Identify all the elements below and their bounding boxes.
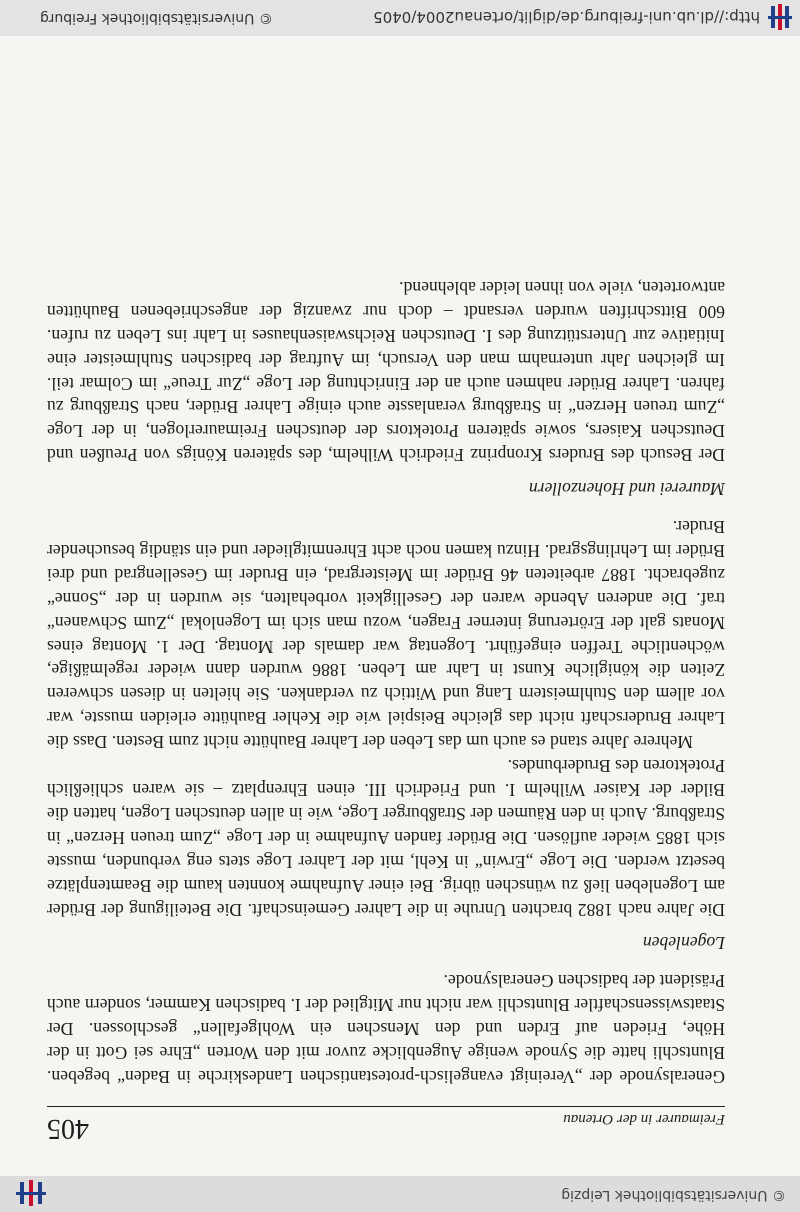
- running-title: Freimaurer in der Ortenau: [563, 1111, 725, 1127]
- section-heading: Maurerei und Hohenzollern: [528, 479, 725, 500]
- library-logo-icon: [16, 1180, 46, 1206]
- library-logo-icon: [768, 4, 792, 30]
- page-number: 405: [47, 1113, 89, 1144]
- page-body: [47, 275, 725, 1088]
- paragraph: Der Besuch des Bruders Kronprinz Friedrich Wilhelm, des späteren Königs von Preußen und Deutschen Kaisers, sowie späteren Protektors der deutschen Freimaurerlogen, in der Loge „Zum treuen Herzen“ in Straßburg veranlasste auch einige Lahrer Brüder, nach Straßburg zu fahren. Lahrer Brüder nahmen auch an der Einrichtung der Loge „Zur Treue“ im Colmar teil. Im gleichen Jahr unternahm man den Versuch, im Auftrag der badischen Stuhlmeister eine Initiative zur Unterstützung des I. Deutschen Reichswaisenhauses in Lahr ins Leben zu rufen. 600 Bittschriften wurden versandt – doch nur zwanzig der angeschriebenen Bauhütten antworteten, viele von ihnen leider ablehnend.: [47, 277, 725, 466]
- header-rule: [47, 1106, 725, 1107]
- copyright-notice-top: © Universitätsbibliothek Leipzig: [561, 1187, 786, 1203]
- copyright-notice-bottom: © Universitätsbibliothek Freiburg: [40, 10, 273, 26]
- section-heading: Logenleben: [642, 933, 725, 954]
- paragraph: Die Jahre nach 1882 brachten Unruhe in die Lahrer Gemeinschaft. Die Beteiligung der Brüder am Logenleben ließ zu wünschen übrig. Bei einer Aufnahme konnten kaum die Beamtenplätze besetzt werden. Die Loge „Erwin“ in Kehl, mit der Lahrer Loge stets eng verbunden, musste sich 1885 wieder auflösen. Die Brüder fanden Aufnahme in der Loge „Zum treuen Herzen“ in Straßburg. Auch in den Räumen der Straßburger Loge, wie in allen deutschen Logen, hatten die Bilder der Kaiser Wilhelm I. und Friedrich III. einen Ehrenplatz – sie waren schließlich Protektoren des Bruderbundes.: [47, 756, 725, 920]
- viewer-top-bar: [0, 1176, 800, 1212]
- viewer-bottom-bar: [0, 0, 800, 36]
- paragraph: Mehrere Jahre stand es auch um das Leben der Lahrer Bauhütte nicht zum Besten. Dass die Lahrer Bruderschaft nicht das gleiche Beispiel wie die Kehler Bauhütte erleiden musste, war vor allem den Stuhlmeistern Lang und Wittich zu verdanken. Sie hielten in diesen schweren Zeiten die königliche Kunst in Lahr am Leben. 1886 wurden dann wieder regelmäßige, wöchentliche Treffen eingeführt. Logentag war damals der Montag. Der 1. Montag eines Monats galt der Erörterung interner Fragen, wozu man sich im Logenlokal „Zum Schwanen“ traf. Die anderen Abende waren der Geselligkeit vorbehalten, sie wurden in der „Sonne“ zugebracht. 1887 arbeiteten 46 Brüder im Meistergrad, ein Bruder im Gesellengrad und drei Brüder im Lehrlingsgrad. Hinzu kamen noch acht Ehrenmitglieder und ein ständig besuchender Bruder.: [47, 517, 725, 753]
- paragraph: Generalsynode der „Vereinigt evangelisch-protestantischen Landeskirche in Baden“ begeben. Bluntschli hatte die Synode wenige Augenblicke zuvor mit den Worten „Ehre sei Gott in der Höhe, Frieden auf Erden und den Menschen ein Wohlgefallen“ geschlossen. Der Staatswissenschaftler Bluntschli war nicht nur Mitglied der I. badischen Kammer, sondern auch Präsident der badischen Generalsynode.: [47, 971, 725, 1087]
- page-url-link[interactable]: http://dl.ub.uni-freiburg.de/diglit/ortenau2004/0405: [373, 8, 760, 26]
